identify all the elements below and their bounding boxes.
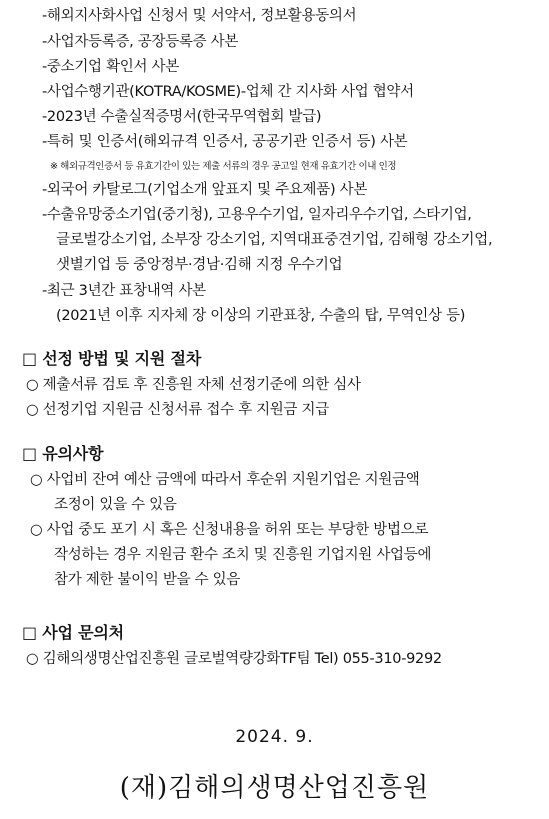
section-heading-notes: □ 유의사항 (22, 444, 104, 463)
doc-item-excellent-company: -수출유망중소기업(중기청), 고용우수기업, 일자리우수기업, 스타기업, (42, 207, 472, 223)
doc-item-application: -해외지사화사업 신청서 및 서약서, 정보활용동의서 (42, 8, 357, 24)
doc-item-awards: -최근 3년간 표창내역 사본 (42, 283, 206, 299)
doc-item-patent-certificates: -특허 및 인증서(해외규격 인증서, 공공기관 인증서 등) 사본 (42, 134, 408, 150)
section-heading-contact: □ 사업 문의처 (22, 623, 124, 642)
footer-date: 2024. 9. (235, 727, 314, 747)
notes-item-withdrawal: ○ 사업 중도 포기 시 혹은 신청내용을 허위 또는 부당한 방법으로 (30, 522, 429, 538)
contact-item-phone: ○ 김해의생명산업진흥원 글로벌역량강화TF팀 Tel) 055-310-9292 (26, 651, 442, 667)
doc-item-export-certificate: -2023년 수출실적증명서(한국무역협회 발급) (42, 109, 322, 125)
doc-item-agency-agreement: -사업수행기관(KOTRA/KOSME)-업체 간 지사화 사업 협약서 (42, 84, 414, 100)
notes-item-budget: ○ 사업비 잔여 예산 금액에 따라서 후순위 지원기업은 지원금액 (30, 472, 420, 488)
doc-item-excellent-company-cont2: 샛별기업 등 중앙정부·경남·김해 지정 우수기업 (56, 257, 343, 273)
selection-item-review: ○ 제출서류 검토 후 진흥원 자체 선정기준에 의한 심사 (26, 377, 361, 393)
notes-item-withdrawal-cont1: 작성하는 경우 지원금 환수 조치 및 진흥원 기업지원 사업등에 (54, 547, 432, 563)
doc-item-sme-certificate: -중소기업 확인서 사본 (42, 59, 179, 75)
footer-organization: (재)김해의생명산업진흥원 (119, 773, 430, 803)
doc-item-excellent-company-cont1: 글로벌강소기업, 소부장 강소기업, 지역대표중견기업, 김해형 강소기업, (56, 232, 493, 248)
selection-item-payment: ○ 선정기업 지원금 신청서류 접수 후 지원금 지급 (26, 402, 329, 418)
section-heading-selection: □ 선정 방법 및 지원 절차 (22, 349, 202, 368)
doc-item-catalog: -외국어 카탈로그(기업소개 앞표지 및 주요제품) 사본 (42, 182, 368, 198)
notes-item-withdrawal-cont2: 참가 제한 불이익 받을 수 있음 (54, 572, 241, 588)
doc-item-awards-detail: (2021년 이후 지자체 장 이상의 기관표창, 수출의 탑, 무역인상 등) (56, 308, 466, 324)
notes-item-budget-cont: 조정이 있을 수 있음 (54, 497, 177, 513)
doc-note-validity: ※ 해외규격인증서 등 유효기간이 있는 제출 서류의 경우 공고일 현재 유효기간 이내 인정 (50, 161, 397, 172)
doc-item-business-registration: -사업자등록증, 공장등록증 사본 (42, 34, 239, 50)
